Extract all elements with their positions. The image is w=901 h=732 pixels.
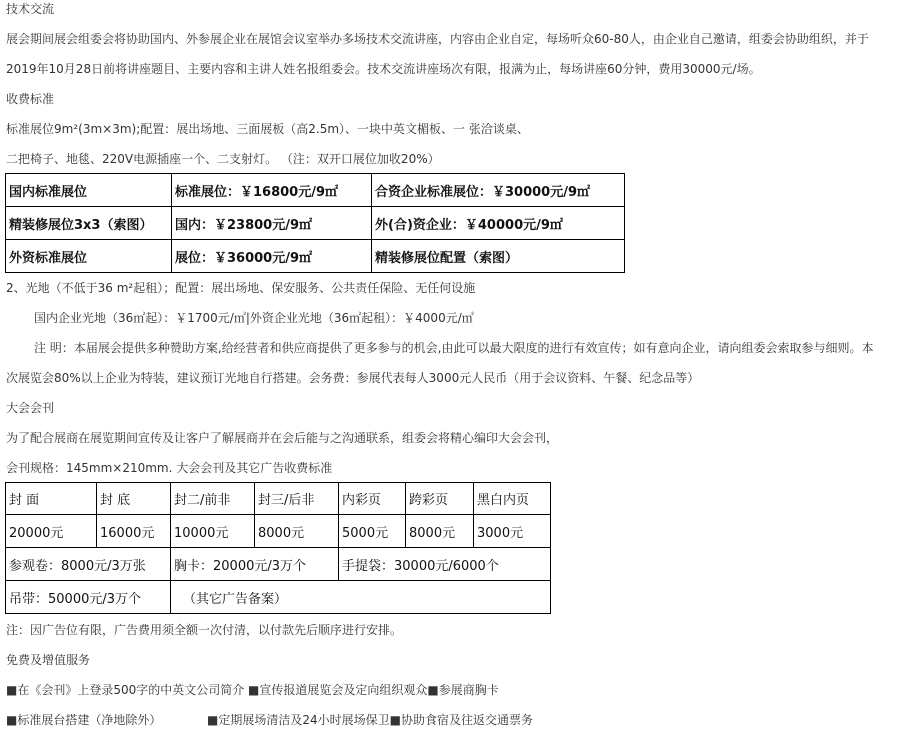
table-cell: 内彩页 — [339, 483, 406, 515]
table-cell: 展位：￥36000元/9㎡ — [172, 240, 372, 273]
journal-paragraph-2: 会刊规格：145mm×210mm. 大会会刊及其它广告收费标准 — [6, 461, 333, 475]
free-paragraph-2a: ■标准展台搭建（净地除外） — [6, 713, 162, 727]
table-cell: 跨彩页 — [406, 483, 474, 515]
table-cell: 合资企业标准展位：￥30000元/9㎡ — [372, 174, 625, 207]
table-cell: 5000元 — [339, 515, 406, 548]
fee-title: 收费标准 — [6, 92, 55, 106]
table-cell: 标准展位：￥16800元/9㎡ — [172, 174, 372, 207]
table-cell: 精装修展位3x3（索图） — [6, 207, 172, 240]
space-paragraph-2: 国内企业光地（36㎡起）：￥1700元/㎡|外资企业光地（36㎡起租）：￥4000元/㎡ — [34, 311, 474, 325]
fee-paragraph-2: 二把椅子、地毯、220V电源插座一个、二支射灯。 （注：双开口展位加收20%） — [6, 152, 440, 166]
table-row — [6, 174, 625, 207]
note-paragraph-1: 注 明：本届展会提供多种赞助方案,给经营者和供应商提供了更多参与的机会,由此可以最大限度的进行有效宣传；如有意向企业，请向组委会索取参与细则。本 — [34, 341, 874, 355]
note-paragraph-2: 次展览会80%以上企业为特装，建议预订光地自行搭建。会务费：参展代表每人3000元人民币（用于会议资料、午餐、纪念品等） — [6, 371, 700, 385]
table-cell: 8000元 — [406, 515, 474, 548]
table-cell: 胸卡：20000元/3万个 — [171, 548, 339, 581]
fee-paragraph-1: 标准展位9m²(3m×3m);配置：展出场地、三面展板（高2.5m）、一块中英文楣板、一 张洽谈桌、 — [6, 122, 529, 136]
table-cell: 10000元 — [171, 515, 255, 548]
tech-title: 技术交流 — [6, 2, 55, 16]
journal-title: 大会会刊 — [6, 401, 55, 415]
table-cell: 封 面 — [6, 483, 97, 515]
table-cell: 20000元 — [6, 515, 97, 548]
tech-paragraph-2: 2019年10月28日前将讲座题目、主要内容和主讲人姓名报组委会。技术交流讲座场次有限，报满为止，每场讲座60分钟，费用30000元/场。 — [6, 62, 761, 76]
table-row — [6, 483, 551, 515]
free-title: 免费及增值服务 — [6, 653, 91, 667]
free-paragraph-2b: ■定期展场清洁及24小时展场保卫■协助食宿及往返交通票务 — [207, 713, 533, 727]
table-cell: 3000元 — [474, 515, 551, 548]
table-cell: （其它广告备案） — [171, 581, 551, 614]
table-cell: 16000元 — [97, 515, 171, 548]
table-cell: 手提袋：30000元/6000个 — [339, 548, 551, 581]
space-paragraph-1: 2、光地（不低于36 m²起租）；配置：展出场地、保安服务、公共责任保险、无任何设施 — [6, 281, 476, 295]
table-cell: 黑白内页 — [474, 483, 551, 515]
table-cell: 8000元 — [255, 515, 339, 548]
ad-note: 注：因广告位有限，广告费用须全额一次付清，以付款先后顺序进行安排。 — [6, 623, 403, 637]
table-row — [6, 240, 625, 273]
table-cell: 封二/前非 — [171, 483, 255, 515]
table-cell: 精装修展位配置（索图） — [372, 240, 625, 273]
table-cell: 参观卷：8000元/3万张 — [6, 548, 171, 581]
table-row — [6, 581, 551, 614]
booth-price-table — [5, 173, 625, 273]
table-row — [6, 207, 625, 240]
table-row — [6, 515, 551, 548]
table-cell: 国内标准展位 — [6, 174, 172, 207]
tech-paragraph-1: 展会期间展会组委会将协助国内、外参展企业在展馆会议室举办多场技术交流讲座，内容由企业自定，每场听众60-80人，由企业自己邀请，组委会协助组织，并于 — [6, 32, 869, 46]
ad-price-table — [5, 482, 551, 614]
table-cell: 封三/后非 — [255, 483, 339, 515]
journal-paragraph-1: 为了配合展商在展览期间宣传及让客户了解展商并在会后能与之沟通联系，组委会将精心编印大会会刊， — [6, 431, 559, 445]
table-cell: 吊带：50000元/3万个 — [6, 581, 171, 614]
table-cell: 外资标准展位 — [6, 240, 172, 273]
table-cell: 封 底 — [97, 483, 171, 515]
free-paragraph-1: ■在《会刊》上登录500字的中英文公司简介 ■宣传报道展览会及定向组织观众■参展商胸卡 — [6, 683, 499, 697]
table-row — [6, 548, 551, 581]
table-cell: 国内：￥23800元/9㎡ — [172, 207, 372, 240]
table-cell: 外(合)资企业：￥40000元/9㎡ — [372, 207, 625, 240]
